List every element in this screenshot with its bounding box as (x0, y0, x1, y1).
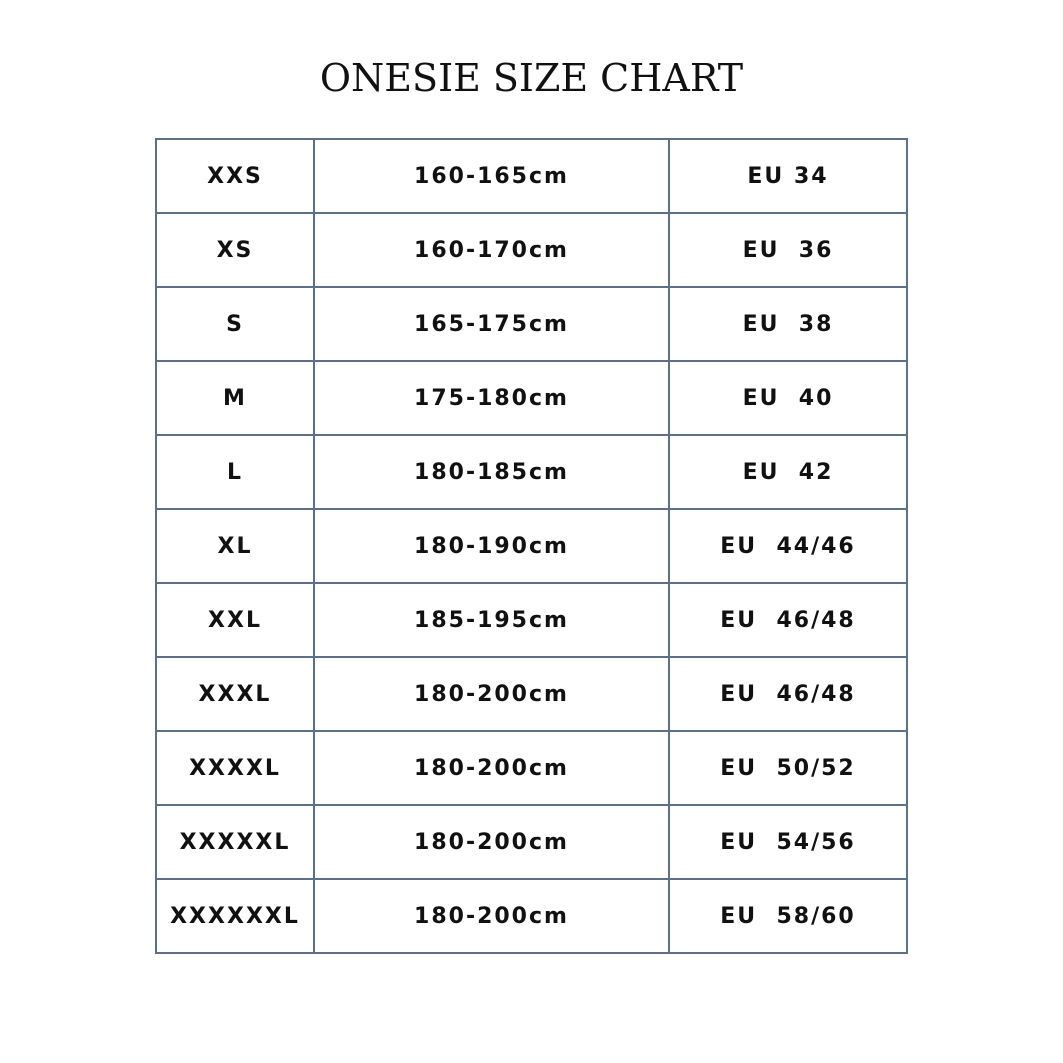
table-row (156, 657, 907, 731)
height-cell: 160-170cm (314, 213, 669, 287)
height-cell: 160-165cm (314, 139, 669, 213)
height-cell: 180-185cm (314, 435, 669, 509)
height-cell: 185-195cm (314, 583, 669, 657)
height-cell: 175-180cm (314, 361, 669, 435)
size-cell: XXL (156, 583, 314, 657)
eu-size-cell: EU 34 (669, 139, 907, 213)
eu-size-cell: EU 42 (669, 435, 907, 509)
height-cell: 180-200cm (314, 657, 669, 731)
height-cell: 180-190cm (314, 509, 669, 583)
size-cell: XXXXXL (156, 805, 314, 879)
height-cell: 180-200cm (314, 879, 669, 953)
size-cell: S (156, 287, 314, 361)
size-cell: L (156, 435, 314, 509)
eu-size-cell: EU 40 (669, 361, 907, 435)
eu-size-cell: EU 58/60 (669, 879, 907, 953)
table-row (156, 435, 907, 509)
eu-size-cell: EU 46/48 (669, 583, 907, 657)
size-cell: M (156, 361, 314, 435)
size-cell: XL (156, 509, 314, 583)
size-cell: XXXXL (156, 731, 314, 805)
eu-size-cell: EU 46/48 (669, 657, 907, 731)
table-row (156, 879, 907, 953)
eu-size-cell: EU 54/56 (669, 805, 907, 879)
table-row (156, 805, 907, 879)
page-title: ONESIE SIZE CHART (319, 56, 744, 100)
size-cell: XXS (156, 139, 314, 213)
table-row (156, 583, 907, 657)
table-row (156, 213, 907, 287)
height-cell: 165-175cm (314, 287, 669, 361)
size-cell: XXXXXXL (156, 879, 314, 953)
size-table (155, 138, 908, 954)
eu-size-cell: EU 44/46 (669, 509, 907, 583)
table-row (156, 139, 907, 213)
height-cell: 180-200cm (314, 805, 669, 879)
table-row (156, 361, 907, 435)
eu-size-cell: EU 38 (669, 287, 907, 361)
eu-size-cell: EU 36 (669, 213, 907, 287)
table-row (156, 287, 907, 361)
size-cell: XS (156, 213, 314, 287)
height-cell: 180-200cm (314, 731, 669, 805)
table-row (156, 509, 907, 583)
eu-size-cell: EU 50/52 (669, 731, 907, 805)
table-row (156, 731, 907, 805)
size-cell: XXXL (156, 657, 314, 731)
